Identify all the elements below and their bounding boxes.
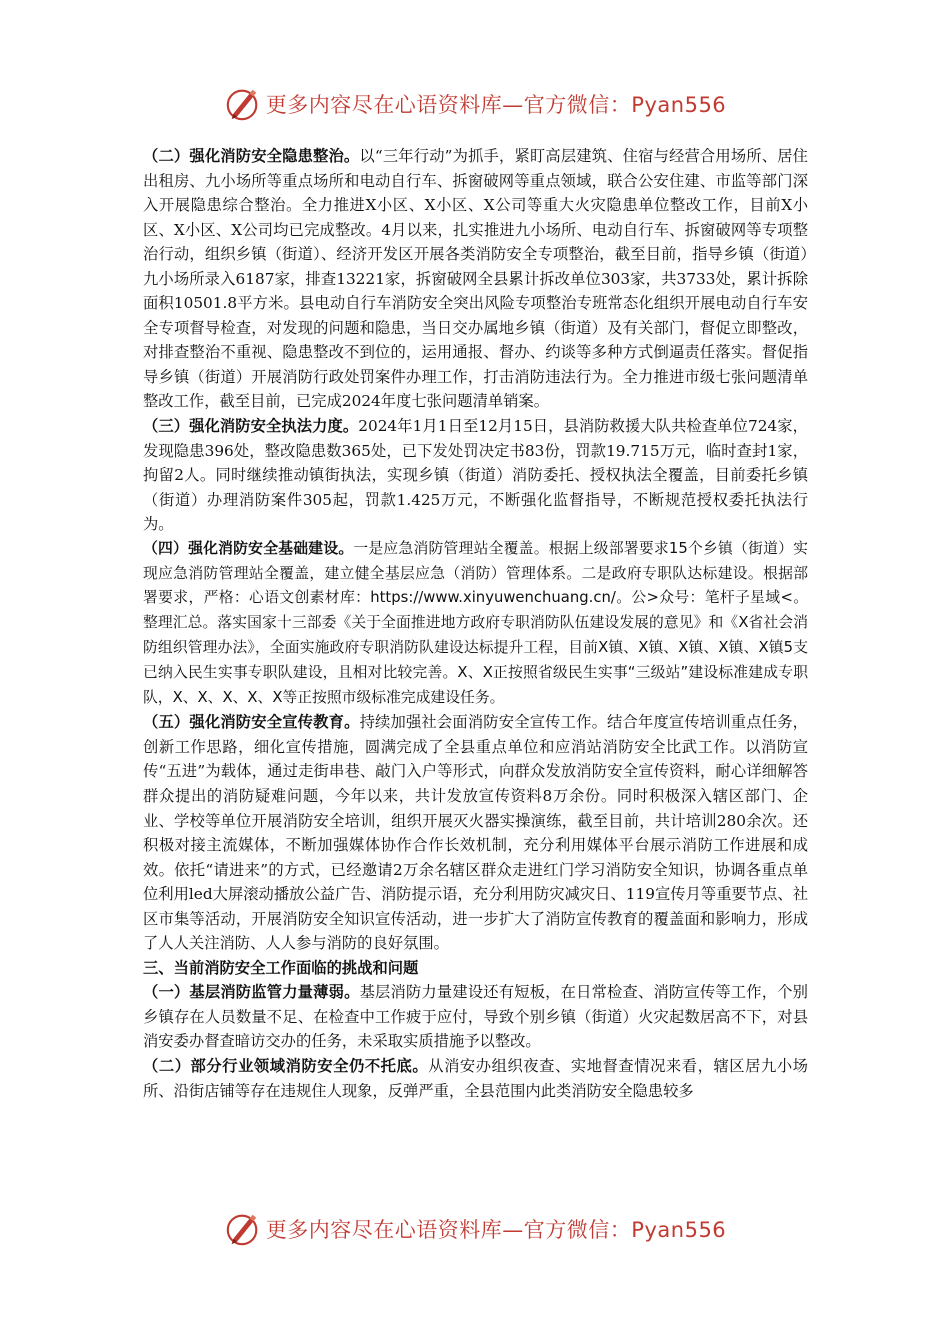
paragraph-body: 持续加强社会面消防安全宣传工作。结合年度宣传培训重点任务，创新工作思路，细化宣传措施，圆满完成了全县重点单位和应消站消防安全比武工作。以消防宣传“五进”为载体，通过走街串巷、敲门入户等形式，向群众发放消防安全宣传资料，耐心详细解答群众提出的消防疑难问题，今年以来，共计发放宣传资料8万余份。同时积极深入辖区部门、企业、学校等单位开展消防安全培训，组织开展灭火器实操演练，截至目前，共计培训280余次。还积极对接主流媒体，不断加强媒体协作合作长效机制，充分利用媒体平台展示消防工作进展和成效。依托“请进来”的方式，已经邀请2万余名辖区群众走进红门学习消防安全知识，协调各重点单位利用led大屏滚动播放公益广告、消防提示语，充分利用防灾减灾日、119宣传月等重要节点、社区市集等活动，开展消防安全知识宣传活动，进一步扩大了消防宣传教育的覆盖面和影响力，形成了人人关注消防、人人参与消防的良好氛围。 [143,713,808,953]
section-title: 三、当前消防安全工作面临的挑战和问题 [143,958,419,977]
paragraph-heading: （五）强化消防安全宣传教育。 [143,713,360,732]
watermark-banner-bottom [0,1207,950,1251]
paragraph-4 [143,537,808,711]
paragraph-body: 基层消防力量建设还有短板，在日常检查、消防宣传等工作，个别乡镇存在人员数量不足、在检查中工作疲于应付，导致个别乡镇（街道）火灾起数居高不下，对县消安委办督查暗访交办的任务，未采取实质措施予以整改。 [143,983,808,1051]
paragraph-heading: （三）强化消防安全执法力度。 [143,417,359,436]
pen-logo-icon [224,85,262,123]
section-heading [143,956,808,981]
watermark-text: 更多内容尽在心语资料库—官方微信：Pyan556 [265,1218,727,1242]
paragraph-heading: （二）部分行业领域消防安全仍不托底。 [143,1056,429,1075]
paragraph-body: 一是应急消防管理站全覆盖。根据上级部署要求15个乡镇（街道）实现应急消防管理站全覆盖，建立健全基层应急（消防）管理体系。二是政府专职队达标建设。根据部署要求，严格：心语文创素材库：https://www.xinyuwenchuang.cn/。公>众号：笔杆子星域<。整理汇总。落实国家十三部委《关于全面推进地方政府专职消防队伍建设发展的意见》和《X省社会消防组织管理办法》，全面实施政府专职消防队建设达标提升工程，目前X镇、X镇、X镇、X镇、X镇5支已纳入民生实事专职队建设，且相对比较完善。X、X正按照省级民生实事“三级站”建设标准建成专职队，X、X、X、X、X等正按照市级标准完成建设任务。 [143,539,808,706]
watermark-banner-top [0,82,950,126]
paragraph-2 [143,144,808,414]
watermark-text: 更多内容尽在心语资料库—官方微信：Pyan556 [265,93,727,117]
paragraph-body: 以“三年行动”为抓手，紧盯高层建筑、住宿与经营合用场所、居住出租房、九小场所等重点场所和电动自行车、拆窗破网等重点领域，联合公安住建、市监等部门深入开展隐患综合整治。全力推进X小区、X小区、X公司等重大火灾隐患单位整改工作，目前X小区、X小区、X公司均已完成整改。4月以来，扎实推进九小场所、电动自行车、拆窗破网等专项整治行动，组织乡镇（街道）、经济开发区开展各类消防安全专项整治，截至目前，指导乡镇（街道）九小场所录入6187家，排查13221家，拆窗破网全县累计拆改单位303家，共3733处，累计拆除面积10501.8平方米。县电动自行车消防安全突出风险专项整治专班常态化组织开展电动自行车安全专项督导检查，对发现的问题和隐患，当日交办属地乡镇（街道）及有关部门，督促立即整改，对排查整治不重视、隐患整改不到位的，运用通报、督办、约谈等多种方式倒逼责任落实。督促指导乡镇（街道）开展消防行政处罚案件办理工作，打击消防违法行为。全力推进市级七张问题清单整改工作，截至目前，已完成2024年度七张问题清单销案。 [143,147,808,411]
paragraph-heading: （二）强化消防安全隐患整治。 [143,147,360,165]
paragraph-5 [143,710,808,955]
pen-logo-icon [224,1210,262,1248]
paragraph-heading: （四）强化消防安全基础建设。 [143,539,354,557]
paragraph-challenge-1 [143,980,808,1054]
paragraph-3 [143,414,808,537]
paragraph-body: 从消安办组织夜查、实地督查情况来看，辖区居九小场所、沿街店铺等存在违规住人现象，反弹严重，全县范围内此类消防安全隐患较多 [143,1056,808,1100]
document-body [143,144,808,1103]
paragraph-heading: （一）基层消防监管力量薄弱。 [143,983,360,1002]
paragraph-challenge-2 [143,1054,808,1103]
paragraph-body: 2024年1月1日至12月15日，县消防救援大队共检查单位724家，发现隐患396处，整改隐患数365处，已下发处罚决定书83份，罚款19.715万元，临时查封1家，拘留2人。同时继续推动镇街执法，实现乡镇（街道）消防委托、授权执法全覆盖，目前委托乡镇（街道）办理消防案件305起，罚款1.425万元，不断强化监督指导，不断规范授权委托执法行为。 [143,417,808,534]
